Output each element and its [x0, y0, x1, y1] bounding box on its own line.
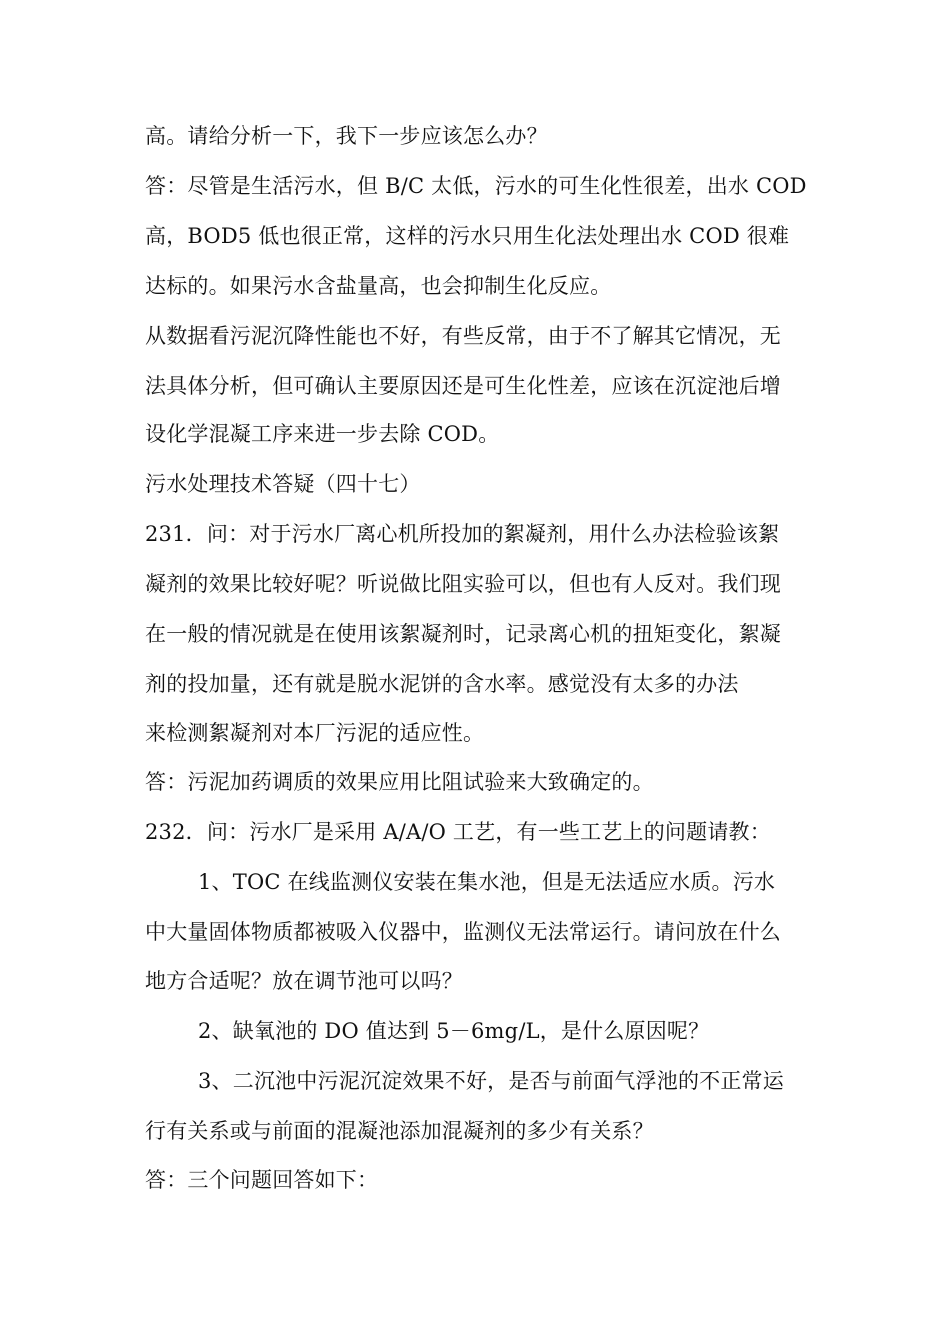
text-line-17: 中大量固体物质都被吸入仪器中，监测仪无法常运行。请问放在什么 — [145, 920, 781, 944]
text-line-9: 231．问：对于污水厂离心机所投加的絮凝剂，用什么办法检验该絮 — [145, 522, 780, 546]
text-line-5: 从数据看污泥沉降性能也不好，有些反常，由于不了解其它情况，无 — [145, 324, 781, 348]
text-line-4: 达标的。如果污水含盐量高，也会抑制生化反应。 — [145, 274, 612, 298]
text-line-12: 剂的投加量，还有就是脱水泥饼的含水率。感觉没有太多的办法 — [145, 672, 739, 696]
text-line-7: 设化学混凝工序来进一步去除 COD。 — [145, 422, 500, 446]
text-line-18: 地方合适呢？放在调节池可以吗？ — [145, 969, 463, 993]
text-line-14: 答：污泥加药调质的效果应用比阻试验来大致确定的。 — [145, 770, 654, 794]
text-line-6: 法具体分析，但可确认主要原因还是可生化性差，应该在沉淀池后增 — [145, 374, 781, 398]
section-heading: 污水处理技术答疑（四十七） — [145, 472, 421, 496]
text-line-10: 凝剂的效果比较好呢？听说做比阻实验可以，但也有人反对。我们现 — [145, 572, 781, 596]
text-line-11: 在一般的情况就是在使用该絮凝剂时，记录离心机的扭矩变化，絮凝 — [145, 622, 781, 646]
text-line-13: 来检测絮凝剂对本厂污泥的适应性。 — [145, 721, 485, 745]
text-line-19: 2、缺氧池的 DO 值达到 5－6mg/L，是什么原因呢？ — [198, 1019, 710, 1043]
text-line-22: 答：三个问题回答如下： — [145, 1168, 379, 1192]
text-line-2: 答：尽管是生活污水，但 B/C 太低，污水的可生化性很差，出水 COD — [145, 174, 807, 198]
text-line-20: 3、二沉池中污泥沉淀效果不好，是否与前面气浮池的不正常运 — [198, 1069, 784, 1093]
text-line-15: 232．问：污水厂是采用 A/A/O 工艺，有一些工艺上的问题请教： — [145, 820, 771, 844]
text-line-16: 1、TOC 在线监测仪安装在集水池，但是无法适应水质。污水 — [198, 870, 776, 894]
text-line-1: 高。请给分析一下，我下一步应该怎么办？ — [145, 124, 548, 148]
text-line-21: 行有关系或与前面的混凝池添加混凝剂的多少有关系？ — [145, 1119, 654, 1143]
text-line-3: 高，BOD5 低也很正常，这样的污水只用生化法处理出水 COD 很难 — [145, 224, 790, 248]
